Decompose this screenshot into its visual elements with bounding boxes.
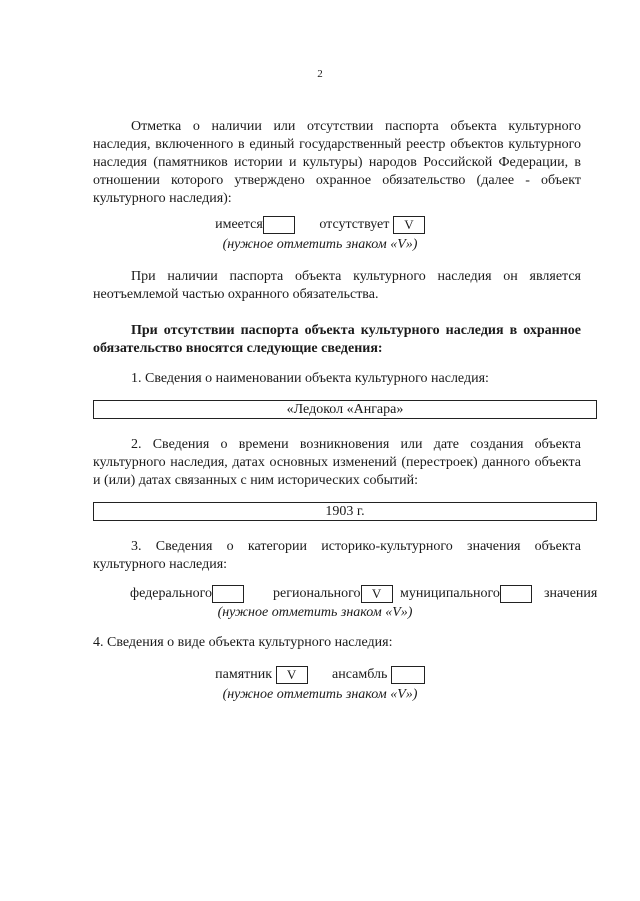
ensemble-checkbox[interactable]: [391, 666, 425, 684]
creation-date-field[interactable]: 1903 г.: [93, 502, 597, 521]
regional-label: регионального: [273, 586, 361, 602]
category-choice-note: (нужное отметить знаком «V»): [217, 605, 413, 620]
ensemble-label: ансамбль: [332, 667, 388, 683]
municipal-checkbox[interactable]: [500, 585, 532, 603]
section2-title: 2. Сведения о времени возникновения или дате создания объекта культурного наследия, датах основных изменений (перестроек) данного объекта и (или) датах связанных с ним исторических событий:: [93, 437, 581, 488]
page-number: 2: [317, 68, 323, 80]
section3-title: 3. Сведения о категории историко-культурного значения объекта культурного наследия:: [93, 539, 581, 572]
monument-checkbox[interactable]: V: [276, 666, 308, 684]
passport-present-paragraph: При наличии паспорта объекта культурного наследия он является неотъемлемой частью охранного обязательства.: [93, 269, 581, 302]
object-name-field[interactable]: «Ледокол «Ангара»: [93, 400, 597, 419]
passport-exists-label: имеется: [215, 217, 263, 233]
federal-label: федерального: [130, 586, 213, 602]
passport-mark-paragraph: Отметка о наличии или отсутствии паспорта объекта культурного наследия, включенного в единый государственный реестр объектов культурного наследия (памятников истории и культуры) народов Российской Федерации, в отношении которого утверждено охранное обязательство (далее - объект культурного наследия):: [93, 119, 581, 206]
type-choice-row: [0, 666, 640, 684]
passport-choice-row: [0, 216, 640, 234]
type-choice-note: (нужное отметить знаком «V»): [222, 687, 418, 702]
section4-title: 4. Сведения о виде объекта культурного наследия:: [93, 635, 393, 650]
passport-absent-paragraph: При отсутствии паспорта объекта культурного наследия в охранное обязательство вносятся следующие сведения:: [93, 323, 581, 356]
passport-choice-note: (нужное отметить знаком «V»): [222, 237, 418, 252]
passport-absent-label: отсутствует: [319, 217, 390, 233]
monument-label: памятник: [215, 667, 273, 683]
passport-absent-checkbox[interactable]: V: [393, 216, 425, 234]
category-choice-row: [130, 585, 600, 603]
federal-checkbox[interactable]: [212, 585, 244, 603]
municipal-label: муниципального: [400, 586, 500, 602]
passport-exists-checkbox[interactable]: [263, 216, 295, 234]
section1-title: 1. Сведения о наименовании объекта культурного наследия:: [131, 371, 489, 386]
significance-label: значения: [544, 586, 598, 601]
regional-checkbox[interactable]: V: [361, 585, 393, 603]
